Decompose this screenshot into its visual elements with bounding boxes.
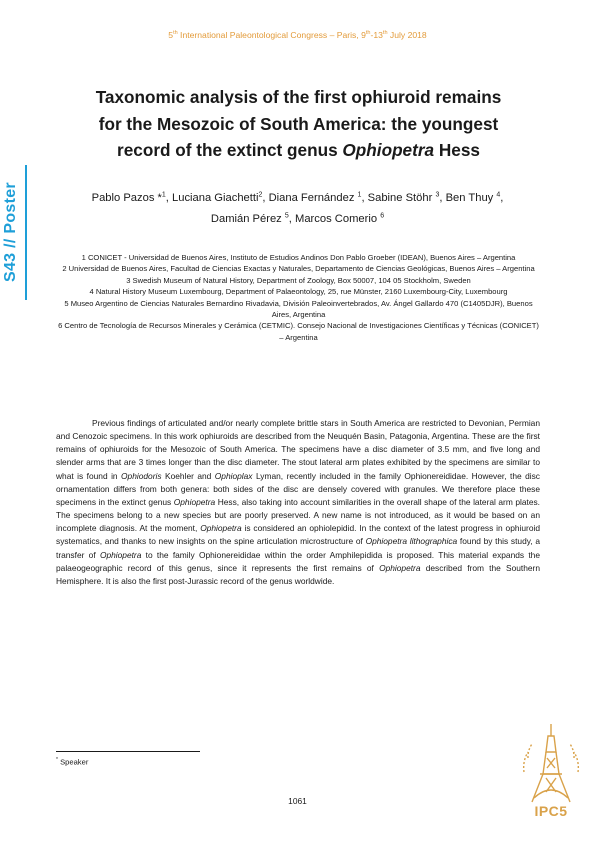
- genus-name: Ophioplax: [214, 470, 253, 481]
- footnote: [56, 757, 88, 767]
- side-divider: [25, 165, 27, 300]
- abstract-text: Hess, also taking into account similarities in the overall shape of the lateral arm plates. The specimens belong to a new species but are poorly preserved. A new name is not introduced, as it would be based on an incomplete diagnosis. At the moment,: [56, 496, 540, 534]
- title-line3-pre: record of the extinct genus: [117, 140, 343, 160]
- title-line-1: Taxonomic analysis of the first ophiuroid remains: [95, 87, 502, 107]
- abstract-text: to the family Ophionereididae within the order Amphilepidida is proposed. This material expands the palaeogeographic record of this genus, since it represents the first remains of: [56, 549, 540, 573]
- author-5: , Ben Thuy: [439, 192, 497, 204]
- page-number: 1061: [288, 796, 307, 806]
- author-5-sup: 4: [496, 191, 501, 199]
- abstract-text: described from the Southern Hemisphere. It is also the first post-Jurassic record of the genus worldwide.: [56, 562, 540, 586]
- affiliations: [55, 252, 542, 343]
- author-6-sup: 5: [284, 212, 289, 220]
- abstract-paragraph: [56, 417, 540, 588]
- footnote-mark: *: [56, 757, 58, 763]
- header-ord: 5: [168, 30, 174, 40]
- title-genus: Ophiopetra: [342, 140, 435, 160]
- affiliation-5: 5 Museo Argentino de Ciencias Naturales Bernardino Rivadavia, División Paleoinvertebrados, Av. Ángel Gallardo 470 (C1405DJR), Buenos Aires, Argentina: [64, 298, 533, 320]
- author-3: , Diana Fernández: [262, 192, 358, 204]
- author-3-sup: 1: [357, 191, 362, 199]
- ipc5-logo-text: IPC5: [534, 803, 568, 819]
- title-line3-post: Hess: [434, 140, 480, 160]
- author-1-sup: 1: [161, 191, 166, 199]
- session-side-label: [0, 165, 24, 300]
- title-line-3: [55, 137, 542, 164]
- footnote-rule: [56, 751, 200, 752]
- author-1: Pablo Pazos *: [91, 192, 162, 204]
- header-d1-sup: th: [365, 30, 371, 37]
- author-7: , Marcos Comerio: [288, 213, 381, 225]
- authors-line-2: [40, 209, 555, 230]
- affiliation-3: 3 Swedish Museum of Natural History, Department of Zoology, Box 50007, 104 05 Stockholm, Sweden: [126, 275, 471, 285]
- header-text1: International Paleontological Congress – Paris, 9: [177, 30, 366, 40]
- abstract-text: Previous findings of articulated and/or nearly complete brittle stars in South America are restricted to Devonian, Permian and Cenozoic specimens. In this work ophiuroids are described from the Neuquén Basin, Patagonia, Argentina. These are the first remains of ophiuroids for the Mesozoic of South America. The specimens have a disc diameter of 3.5 mm, and five long and slender arms that are 3 times longer than the disc diameter. The stout lateral arm plates exhibited by the specimens are similar to what is found in: [56, 418, 540, 481]
- header-text2: -13: [370, 30, 383, 40]
- author-6: Damián Pérez: [210, 213, 285, 225]
- abstract-text: Koehler and: [161, 470, 215, 481]
- abstract-text: is considered an ophiolepidid. In the context of the latest progress in ophiuroid systematics, and thanks to new insights on the spine articulation microstructure of: [56, 523, 540, 547]
- genus-name: Ophiopetra: [379, 562, 421, 573]
- paper-title: [55, 84, 542, 164]
- affiliation-2: 2 Universidad de Buenos Aires, Facultad de Ciencias Exactas y Naturales, Departamento de Ciencias Geológicas, Buenos Aires – Argentina: [62, 264, 535, 274]
- author-2-sup: 2: [258, 191, 263, 199]
- species-name: Ophiopetra lithographica: [365, 536, 458, 547]
- affiliation-4: 4 Natural History Museum Luxembourg, Department of Palaeontology, 25, rue Münster, 2160 Luxembourg-City, Luxembourg: [89, 287, 508, 297]
- abstract: [56, 417, 540, 588]
- abstract-text: Lyman, recently included in the family Ophionereididae. However, the disc ornamentation differs from both genera: both sides of the disc are densely covered with granules. We therefore place these specimens in the extinct genus: [56, 470, 540, 507]
- genus-name: Ophiopetra: [99, 549, 142, 560]
- author-4: , Sabine Stöhr: [361, 192, 436, 204]
- title-line-2: for the Mesozoic of South America: the youngest: [98, 113, 499, 134]
- genus-name: Ophiodoris: [121, 470, 162, 481]
- author-5-post: ,: [500, 192, 504, 204]
- header-ord-sup: th: [173, 30, 178, 37]
- abstract-text: found by this study, a transfer of: [56, 536, 541, 560]
- genus-name: Ophiopetra: [200, 523, 242, 534]
- footnote-text: Speaker: [57, 757, 89, 767]
- genus-name: Ophiopetra: [173, 496, 216, 507]
- author-list: [40, 188, 555, 230]
- header-text3: July 2018: [387, 30, 427, 40]
- author-2: , Luciana Giachetti: [165, 192, 259, 204]
- session-label-text: S43 // Poster: [2, 182, 19, 282]
- author-7-sup: 6: [380, 212, 385, 220]
- affiliation-6: 6 Centro de Tecnología de Recursos Minerales y Cerámica (CETMIC). Consejo Nacional de Investigaciones Científicas y Técnicas (CONICET) – Argentina: [58, 321, 539, 342]
- author-4-sup: 3: [435, 191, 440, 199]
- authors-line-1: [40, 188, 555, 209]
- affiliation-1: 1 CONICET - Universidad de Buenos Aires, Instituto de Estudios Andinos Don Pablo Groeber (IDEAN), Buenos Aires – Argentina: [81, 253, 516, 262]
- header-d2-sup: th: [382, 30, 388, 37]
- conference-header: [0, 30, 595, 40]
